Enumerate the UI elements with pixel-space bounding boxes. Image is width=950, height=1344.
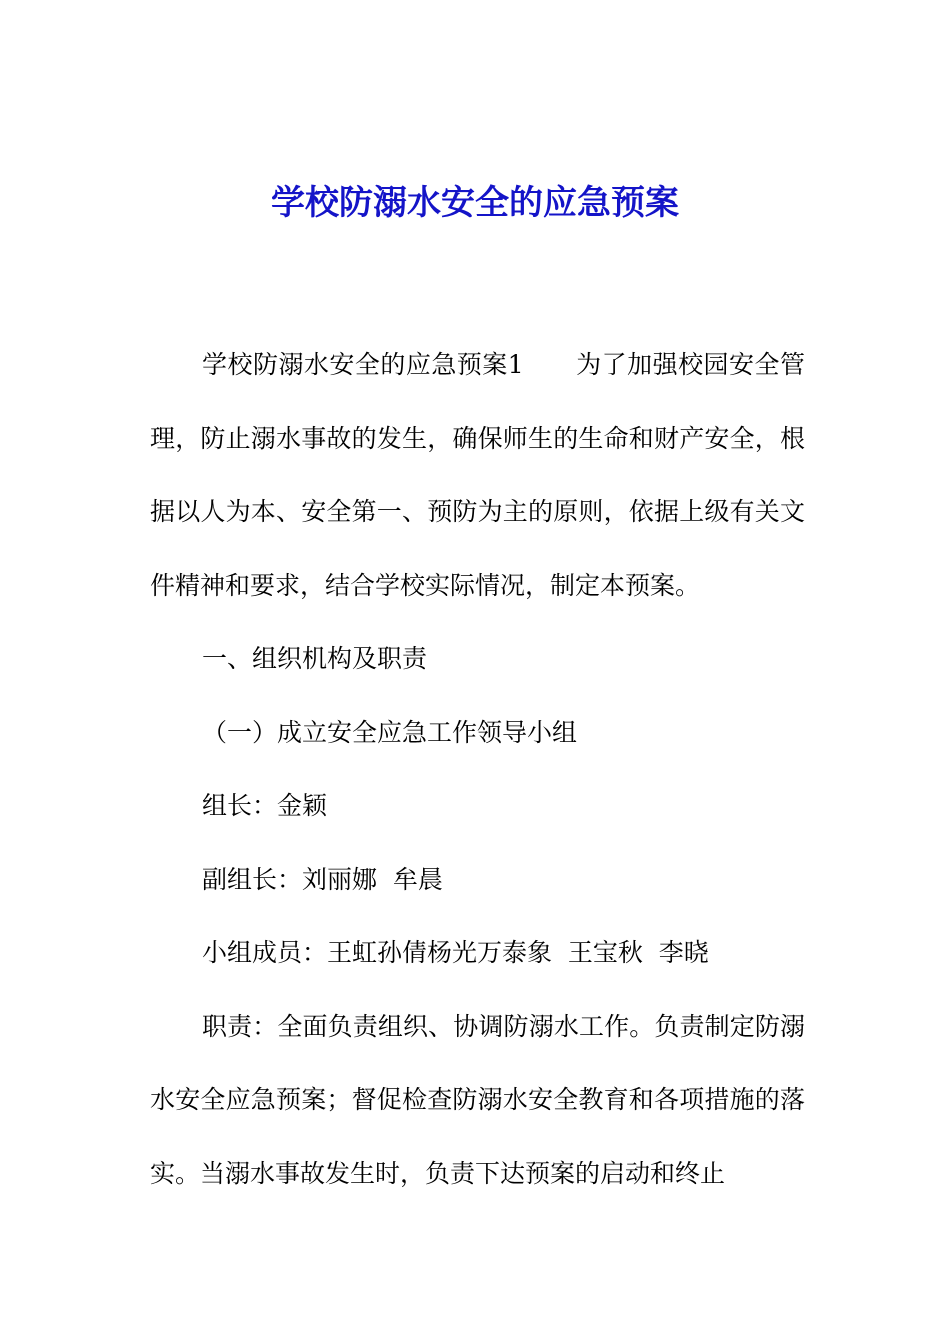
subsection-heading: （一）成立安全应急工作领导小组 [202, 717, 578, 747]
deputy-leaders: 副组长：刘丽娜 牟晨 [202, 864, 443, 894]
group-members: 小组成员：王虹孙倩杨光万泰象 王宝秋 李晓 [202, 938, 709, 967]
paragraph-lead: 学校防溺水安全的应急预案1 [202, 350, 524, 379]
section-heading: 一、组织机构及职责 [202, 644, 428, 673]
paragraph-text: 为了加强校园安全管理，防止溺水事故的发生，确保师生的生命和财产安全，根据以人为本、安全第一、预防为主的原则，依据上级有关文件精神和要求，结合学校实际情况，制定本预案。 [150, 350, 805, 600]
document-title: 学校防溺水安全的应急预案 [271, 183, 679, 223]
paragraph-intro [150, 328, 805, 622]
group-leader: 组长：金颖 [202, 791, 328, 820]
paragraph-duties: 职责：全面负责组织、协调防溺水工作。负责制定防溺水安全应急预案；督促检查防溺水安全教育和各项措施的落实。当溺水事故发生时，负责下达预案的启动和终止 [150, 1011, 805, 1188]
document-body [150, 328, 805, 1210]
